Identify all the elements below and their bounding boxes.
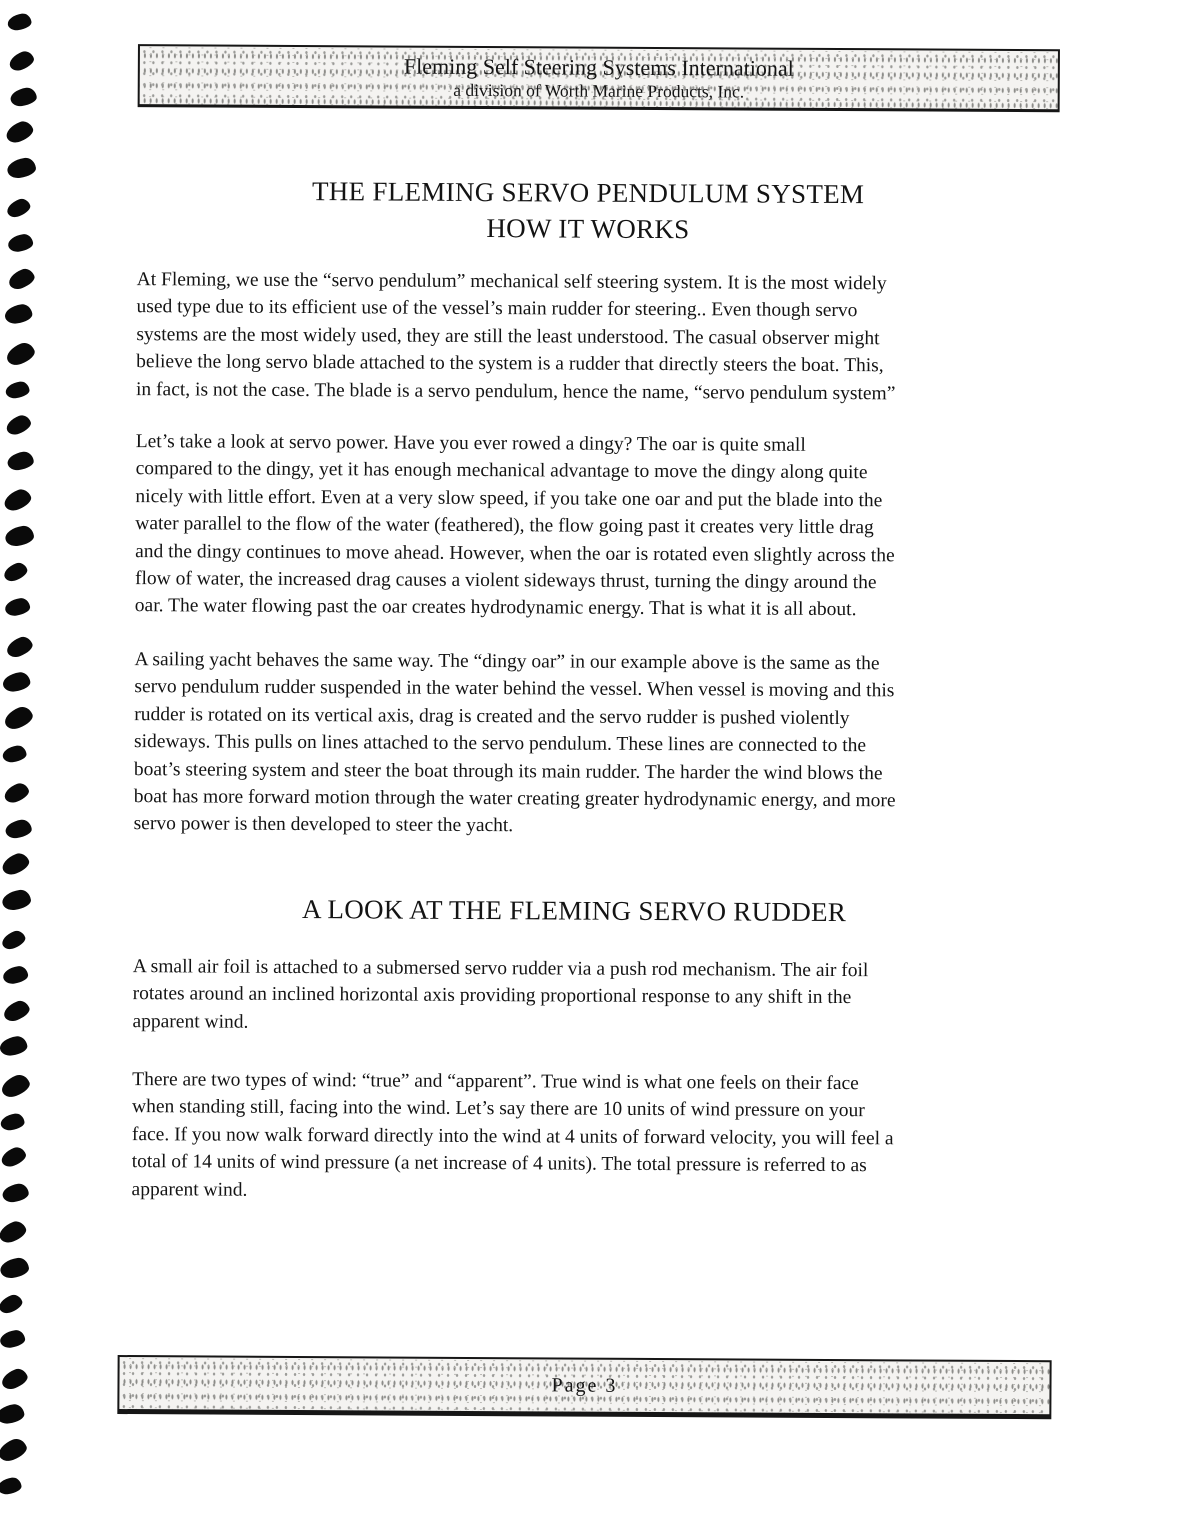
text-line: sideways. This pulls on lines attached to the servo pendulum. These lines are connected to the bbox=[134, 731, 867, 757]
paragraph-servo-power-dingy bbox=[135, 428, 1066, 625]
section-heading-servo-rudder: A LOOK AT THE FLEMING SERVO RUDDER bbox=[302, 894, 847, 928]
text-line: oar. The water flowing past the oar creates hydrodynamic energy. That is what it is all about. bbox=[134, 595, 857, 621]
text-line: systems are the most widely used, they are still the least understood. The casual observer might bbox=[136, 323, 880, 350]
text-line: nicely with little effort. Even at a very slow speed, if you take one oar and put the blade into the bbox=[135, 485, 883, 512]
text-line: water parallel to the flow of the water (feathered), the flow going past it creates very little drag bbox=[135, 513, 874, 539]
page-number: Page 3 bbox=[551, 1373, 618, 1397]
paragraph-sailing-yacht bbox=[134, 646, 1065, 843]
company-name: Fleming Self Steering Systems International bbox=[403, 53, 794, 81]
company-header-box bbox=[138, 44, 1060, 112]
text-line: in fact, is not the case. The blade is a servo pendulum, hence the name, “servo pendulum system” bbox=[135, 378, 896, 404]
paragraph-true-apparent-wind bbox=[132, 1066, 1063, 1208]
text-line: compared to the dingy, yet it has enough mechanical advantage to move the dingy along quite bbox=[135, 458, 868, 484]
company-division: a division of Worth Marine Products, Inc. bbox=[453, 79, 745, 101]
text-line: boat has more forward motion through the water creating greater hydrodynamic energy, and more bbox=[133, 786, 896, 812]
text-line: apparent wind. bbox=[132, 1010, 249, 1033]
document-title-line1: THE FLEMING SERVO PENDULUM SYSTEM bbox=[311, 176, 865, 210]
text-line: believe the long servo blade attached to the system is a rudder that directly steers the boat. This, bbox=[136, 351, 884, 377]
text-line: At Fleming, we use the “servo pendulum” mechanical self steering system. It is the most widely bbox=[136, 269, 887, 295]
paragraph-servo-pendulum-intro bbox=[136, 266, 1067, 408]
text-line: servo pendulum rudder suspended in the water behind the vessel. When vessel is moving and this bbox=[134, 676, 895, 702]
text-line: rotates around an inclined horizontal axis providing proportional response to any shift in the bbox=[132, 983, 852, 1009]
text-line: when standing still, facing into the wind. Let’s say there are 10 units of wind pressure on your bbox=[131, 1096, 865, 1122]
document-title bbox=[127, 172, 1049, 249]
text-line: rudder is rotated on its vertical axis, drag is created and the servo rudder is pushed violently bbox=[134, 703, 850, 729]
text-line: apparent wind. bbox=[131, 1178, 248, 1201]
document-title-line2: HOW IT WORKS bbox=[486, 213, 690, 245]
text-line: servo power is then developed to steer the yacht. bbox=[133, 813, 514, 837]
text-line: face. If you now walk forward directly into the wind at 4 units of forward velocity, you will feel a bbox=[131, 1123, 894, 1150]
page-footer-box bbox=[117, 1355, 1051, 1419]
text-line: used type due to its efficient use of the vessel’s main rudder for steering.. Even though servo bbox=[136, 296, 858, 322]
text-line: There are two types of wind: “true” and “apparent”. True wind is what one feels on their face bbox=[132, 1069, 859, 1095]
paragraph-air-foil bbox=[132, 953, 1062, 1040]
text-line: and the dingy continues to move ahead. However, when the oar is rotated even slightly across the bbox=[135, 540, 895, 566]
text-line: flow of water, the increased drag causes a violent sideways thrust, turning the dingy around the bbox=[134, 568, 877, 594]
text-line: A sailing yacht behaves the same way. The “dingy oar” in our example above is the same as the bbox=[134, 649, 880, 675]
text-line: A small air foil is attached to a submersed servo rudder via a push rod mechanism. The air foil bbox=[132, 956, 869, 982]
text-line: boat’s steering system and steer the boat through its main rudder. The harder the wind blows the bbox=[133, 758, 883, 784]
text-line: total of 14 units of wind pressure (a net increase of 4 units). The total pressure is referred to as bbox=[131, 1151, 867, 1177]
text-line: Let’s take a look at servo power. Have you ever rowed a dingy? The oar is quite small bbox=[135, 431, 806, 456]
